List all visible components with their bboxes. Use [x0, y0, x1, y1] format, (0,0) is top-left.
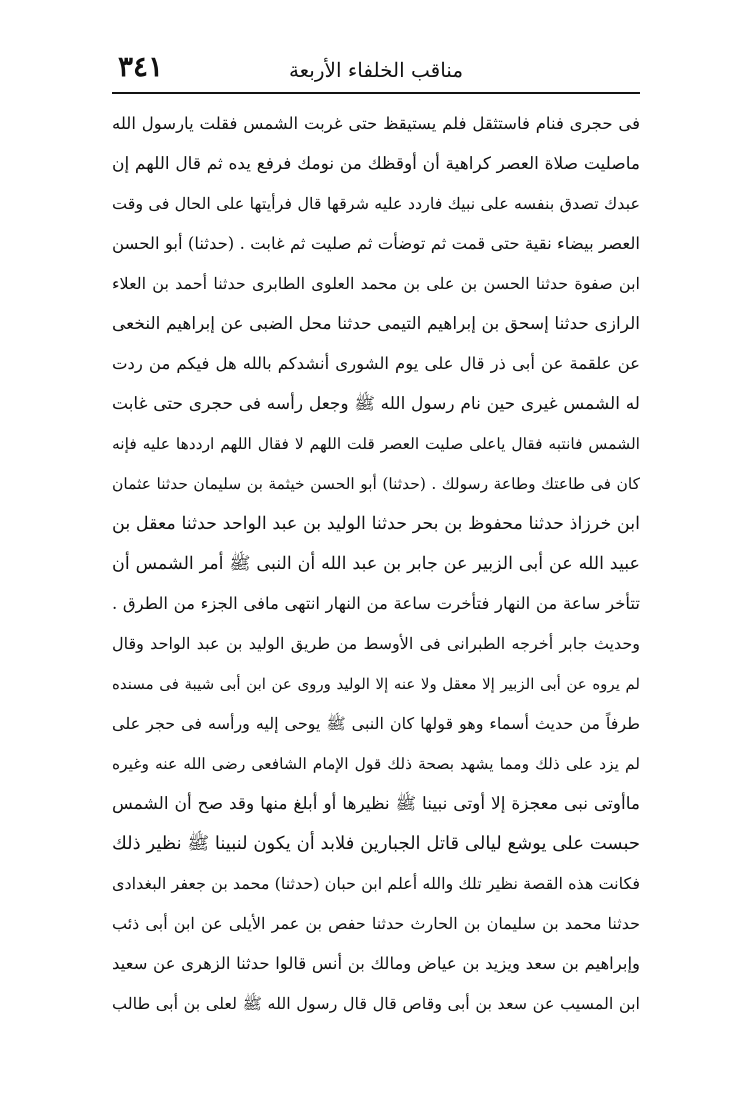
text-line: ابن صفوة حدثنا الحسن بن على بن محمد العلوى الطابرى حدثنا أحمد بن العلاء	[112, 274, 640, 293]
text-line: ابن خرزاذ حدثنا محفوظ بن بحر حدثنا الوليد بن عبد الواحد حدثنا معقل بن	[112, 514, 640, 534]
text-line: لم يروه عن أبى الزبير إلا معقل ولا عنه إلا الوليد وروى عن ابن أبى شيبة فى مسنده	[112, 675, 640, 693]
text-line: ابن المسيب عن سعد بن أبى وقاص قال قال رسول الله ﷺ لعلى بن أبى طالب	[112, 994, 640, 1013]
body-text	[112, 104, 640, 1024]
page-number: ٣٤١	[118, 50, 164, 83]
page-header	[112, 48, 640, 90]
text-line: حبست على يوشع ليالى قاتل الجبارين فلابد أن يكون لنبينا ﷺ نظير ذلك	[112, 833, 640, 854]
text-line: فى حجرى فنام فاستثقل فلم يستيقظ حتى غربت الشمس فقلت يارسول الله	[112, 114, 640, 133]
text-line: لم يزد على ذلك ومما يشهد بصحة ذلك قول الإمام الشافعى رضى الله عنه وغيره	[112, 755, 640, 773]
text-line: وحديث جابر أخرجه الطبرانى فى الأوسط من طريق الوليد بن عبد الواحد وقال	[112, 634, 640, 653]
text-line: عن علقمة عن أبى ذر قال على يوم الشورى أنشدكم بالله هل فيكم من ردت	[112, 354, 640, 373]
text-line: ماأوتى نبى معجزة إلا أوتى نبينا ﷺ نظيرها أو أبلغ منها وقد صح أن الشمس	[112, 794, 640, 814]
text-line: الشمس فانتبه فقال ياعلى صليت العصر قلت اللهم لا فقال اللهم ارددها عليه فإنه	[112, 435, 640, 453]
text-line: كان فى طاعتك وطاعة رسولك . (حدثنا) أبو الحسن خيثمة بن سليمان حدثنا عثمان	[112, 475, 640, 493]
text-line: الرازى حدثنا إسحق بن إبراهيم التيمى حدثنا محل الضبى عن إبراهيم النخعى	[112, 314, 640, 334]
text-line: عبدك تصدق بنفسه على نبيك فاردد عليه شرقها قال فرأيتها على الحال فى وقت	[112, 194, 640, 213]
text-line: حدثنا محمد بن سليمان بن الحارث حدثنا حفص بن عمر الأيلى عن ابن أبى ذئب	[112, 914, 640, 933]
text-line: ماصليت صلاة العصر كراهية أن أوقظك من نومك فرفع يده ثم قال اللهم إن	[112, 154, 640, 174]
text-line: تتأخر ساعة من النهار فتأخرت ساعة من النهار انتهى مافى الجزء من الطرق .	[112, 594, 640, 613]
text-line: فكانت هذه القصة نظير تلك والله أعلم ابن حبان (حدثنا) محمد بن جعفر البغدادى	[112, 874, 640, 893]
text-line: له الشمس غيرى حين نام رسول الله ﷺ وجعل رأسه فى حجرى حتى غابت	[112, 394, 640, 414]
text-line: وإبراهيم بن سعد ويزيد بن عياض ومالك بن أنس قالوا حدثنا الزهرى عن سعيد	[112, 954, 640, 973]
header-rule	[112, 92, 640, 94]
text-line: طرفاً من حديث أسماء وهو قولها كان النبى ﷺ يوحى إليه ورأسه فى حجر على	[112, 714, 640, 733]
running-title: مناقب الخلفاء الأربعة	[288, 58, 464, 82]
text-line: العصر بيضاء نقية حتى قمت ثم توضأت ثم صليت ثم غابت . (حدثنا) أبو الحسن	[112, 234, 640, 253]
text-line: عبيد الله عن أبى الزبير عن جابر بن عبد الله أن النبى ﷺ أمر الشمس أن	[112, 554, 640, 574]
